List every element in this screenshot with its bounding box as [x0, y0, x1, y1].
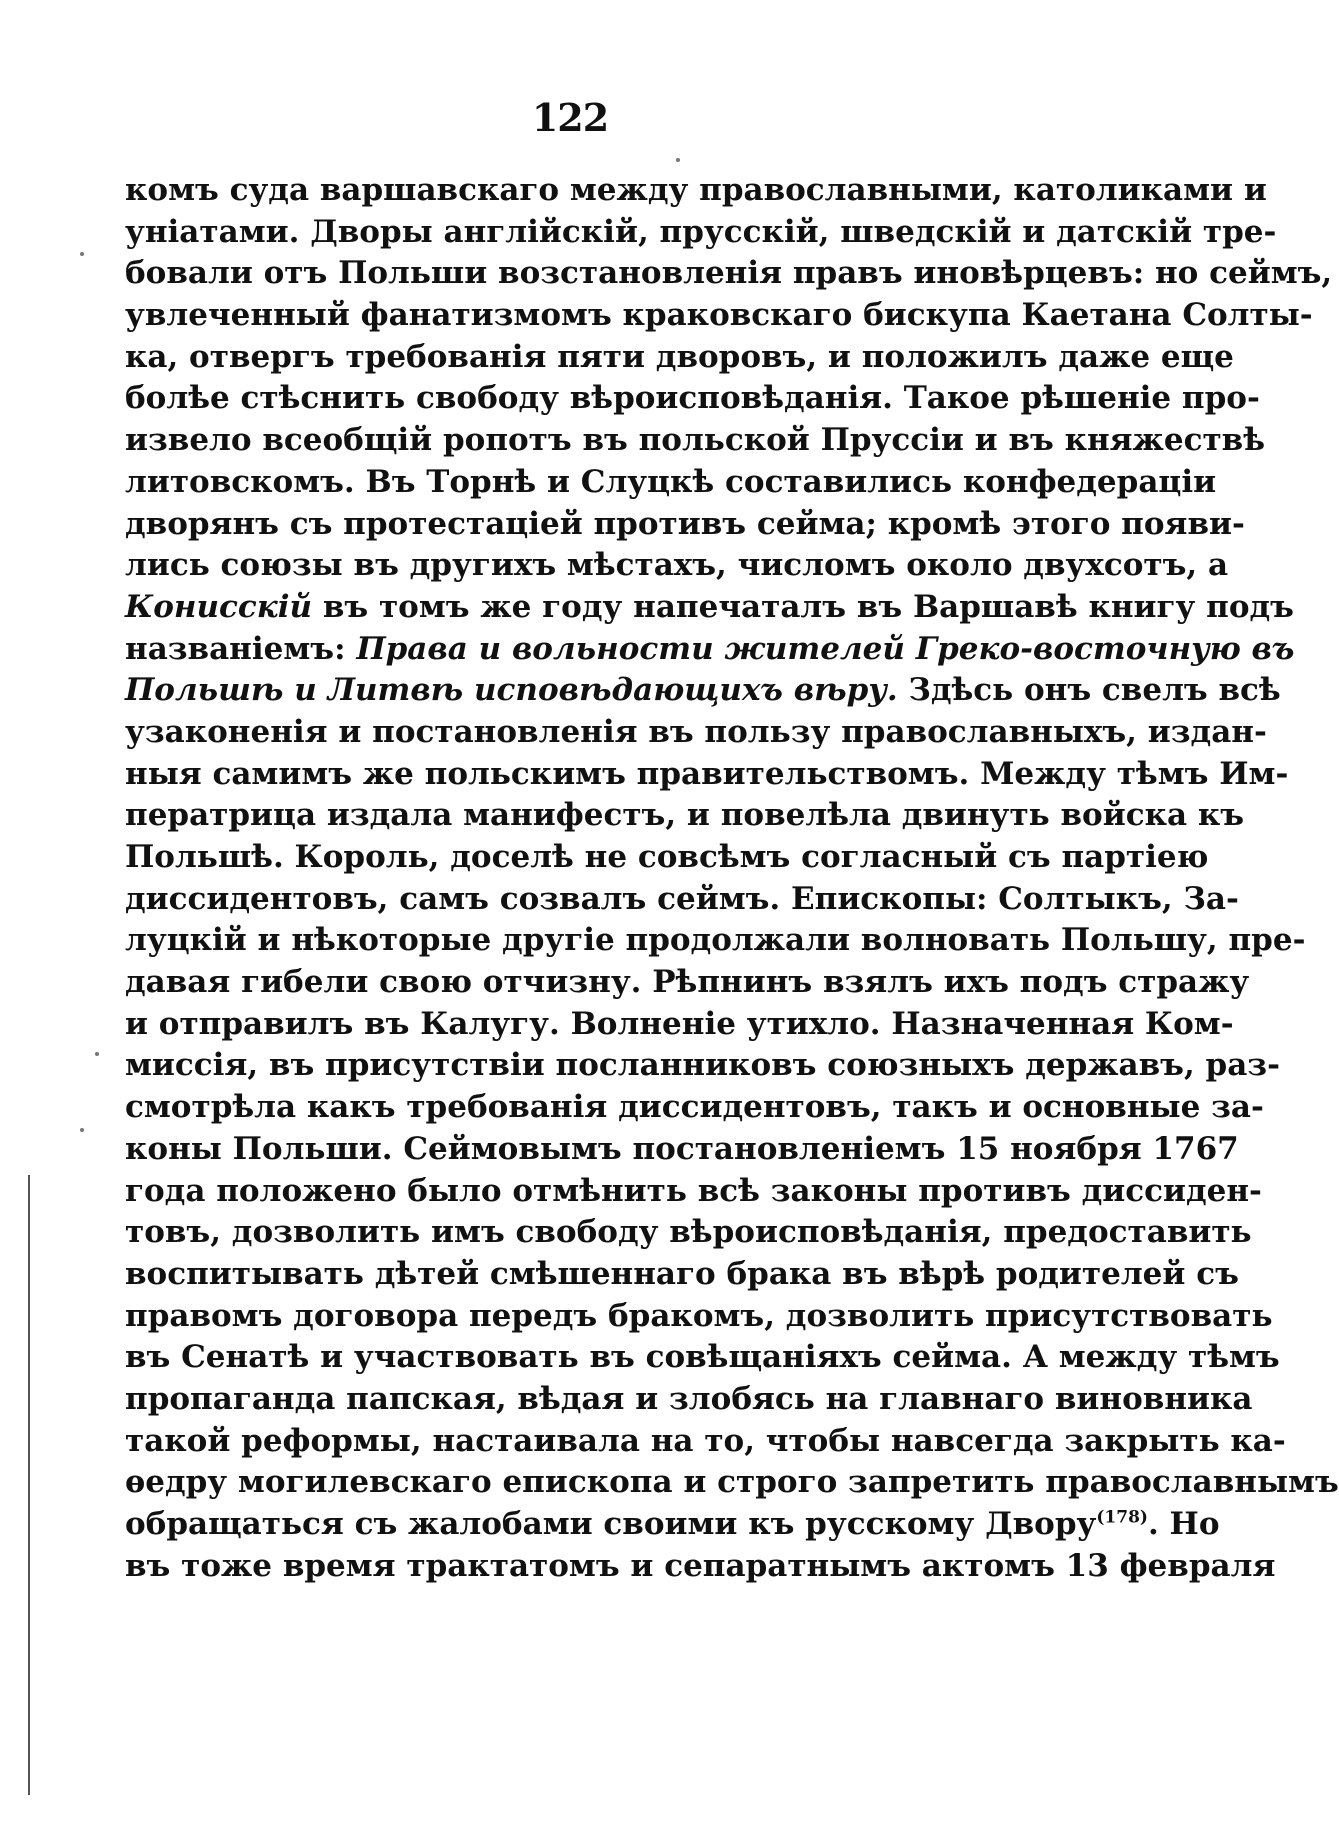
text-line: литовскомъ. Въ Торнѣ и Слуцкѣ составились конфедераціи — [125, 463, 1217, 500]
page-number: 122 — [531, 95, 609, 140]
text-line: болѣе стѣснить свободу вѣроисповѣданія. Такое рѣшеніе про- — [125, 380, 1260, 417]
text-line: комъ суда варшавскаго между православными, католиками и — [125, 172, 1267, 208]
italic-text: Польшѣ и Литвѣ исповѣдающихъ вѣру. — [125, 672, 898, 709]
scan-speck — [80, 1128, 84, 1132]
footnote-ref: (178) — [1096, 1507, 1148, 1528]
text-line: Польшѣ и Литвѣ исповѣдающихъ вѣру. Здѣсь онъ свелъ всѣ — [125, 672, 1281, 709]
text-line: увлеченный фанатизмомъ краковскаго бискупа Каетана Солты- — [125, 297, 1313, 334]
text-line: смотрѣла какъ требованія диссидентовъ, такъ и основные за- — [125, 1089, 1264, 1126]
scan-margin-line — [28, 1175, 30, 1795]
text-line: названіемъ: Права и вольности жителей Греко-восточную въ — [125, 630, 1295, 667]
text-line: бовали отъ Польши возстановленія правъ иновѣрцевъ: но сеймъ, — [125, 255, 1333, 292]
text-line: пропаганда папская, вѣдая и злобясь на главнаго виновника — [125, 1380, 1253, 1417]
italic-text: Права и вольности жителей Греко-восточную въ — [356, 630, 1295, 667]
text-line: миссія, въ присутствіи посланниковъ союзныхъ державъ, раз- — [125, 1047, 1280, 1084]
scan-speck — [80, 252, 84, 256]
italic-text: Конисскій — [125, 588, 313, 625]
body-text — [125, 170, 1339, 1587]
scan-speck — [95, 1052, 99, 1056]
text-line: правомъ договора передъ бракомъ, дозволить присутствовать — [125, 1297, 1273, 1334]
text-line: коны Польши. Сеймовымъ постановленіемъ 15 ноября 1767 — [125, 1130, 1239, 1167]
text-line: ка, отвергъ требованія пяти дворовъ, и положилъ даже еще — [125, 338, 1234, 375]
text-line: диссидентовъ, самъ созвалъ сеймъ. Епископы: Солтыкъ, За- — [125, 880, 1239, 917]
text-line: воспитывать дѣтей смѣшеннаго брака въ вѣрѣ родителей съ — [125, 1255, 1239, 1292]
text-line: въ тоже время трактатомъ и сепаратнымъ актомъ 13 февраля — [125, 1547, 1276, 1584]
text-line: въ Сенатѣ и участвовать въ совѣщаніяхъ сейма. А между тѣмъ — [125, 1339, 1280, 1376]
text-line: такой реформы, настаивала на то, чтобы навсегда закрыть ка- — [125, 1422, 1286, 1459]
text-line: ѳедру могилевскаго епископа и строго запретить православнымъ — [125, 1464, 1339, 1501]
text-line: товъ, дозволить имъ свободу вѣроисповѣданія, предоставить — [125, 1214, 1252, 1251]
text-line: лись союзы въ другихъ мѣстахъ, числомъ около двухсотъ, а — [125, 547, 1229, 584]
text-line: и отправилъ въ Калугу. Волненіе утихло. Назначенная Ком- — [125, 1005, 1234, 1042]
text-line: извело всеобщій ропотъ въ польской Пруссіи и въ княжествѣ — [125, 422, 1265, 459]
text-line: Польшѣ. Король, доселѣ не совсѣмъ согласный съ партіею — [125, 839, 1209, 875]
text-line: Конисскій въ томъ же году напечаталъ въ Варшавѣ книгу подъ — [125, 588, 1294, 625]
scan-speck — [676, 158, 680, 162]
text-line: ныя самимъ же польскимъ правительствомъ. Между тѣмъ Им- — [125, 755, 1289, 792]
text-line: года положено было отмѣнить всѣ законы противъ диссиден- — [125, 1172, 1262, 1209]
text-line: дворянъ съ протестаціей противъ сейма; кромѣ этого появи- — [125, 505, 1245, 542]
text-line: луцкій и нѣкоторые другіе продолжали волновать Польшу, пре- — [125, 922, 1306, 959]
text-line: обращаться съ жалобами своими къ русскому Двору$^{(178)}$. Но — [125, 1506, 1220, 1542]
text-line: узаконенія и постановленія въ пользу православныхъ, издан- — [125, 713, 1267, 750]
text-line: давая гибели свою отчизну. Рѣпнинъ взялъ ихъ подъ стражу — [125, 964, 1250, 1001]
text-line: уніатами. Дворы англійскій, прусскій, шведскій и датскій тре- — [125, 213, 1277, 250]
text-line: ператрица издала манифестъ, и повелѣла двинуть войска къ — [125, 797, 1245, 834]
